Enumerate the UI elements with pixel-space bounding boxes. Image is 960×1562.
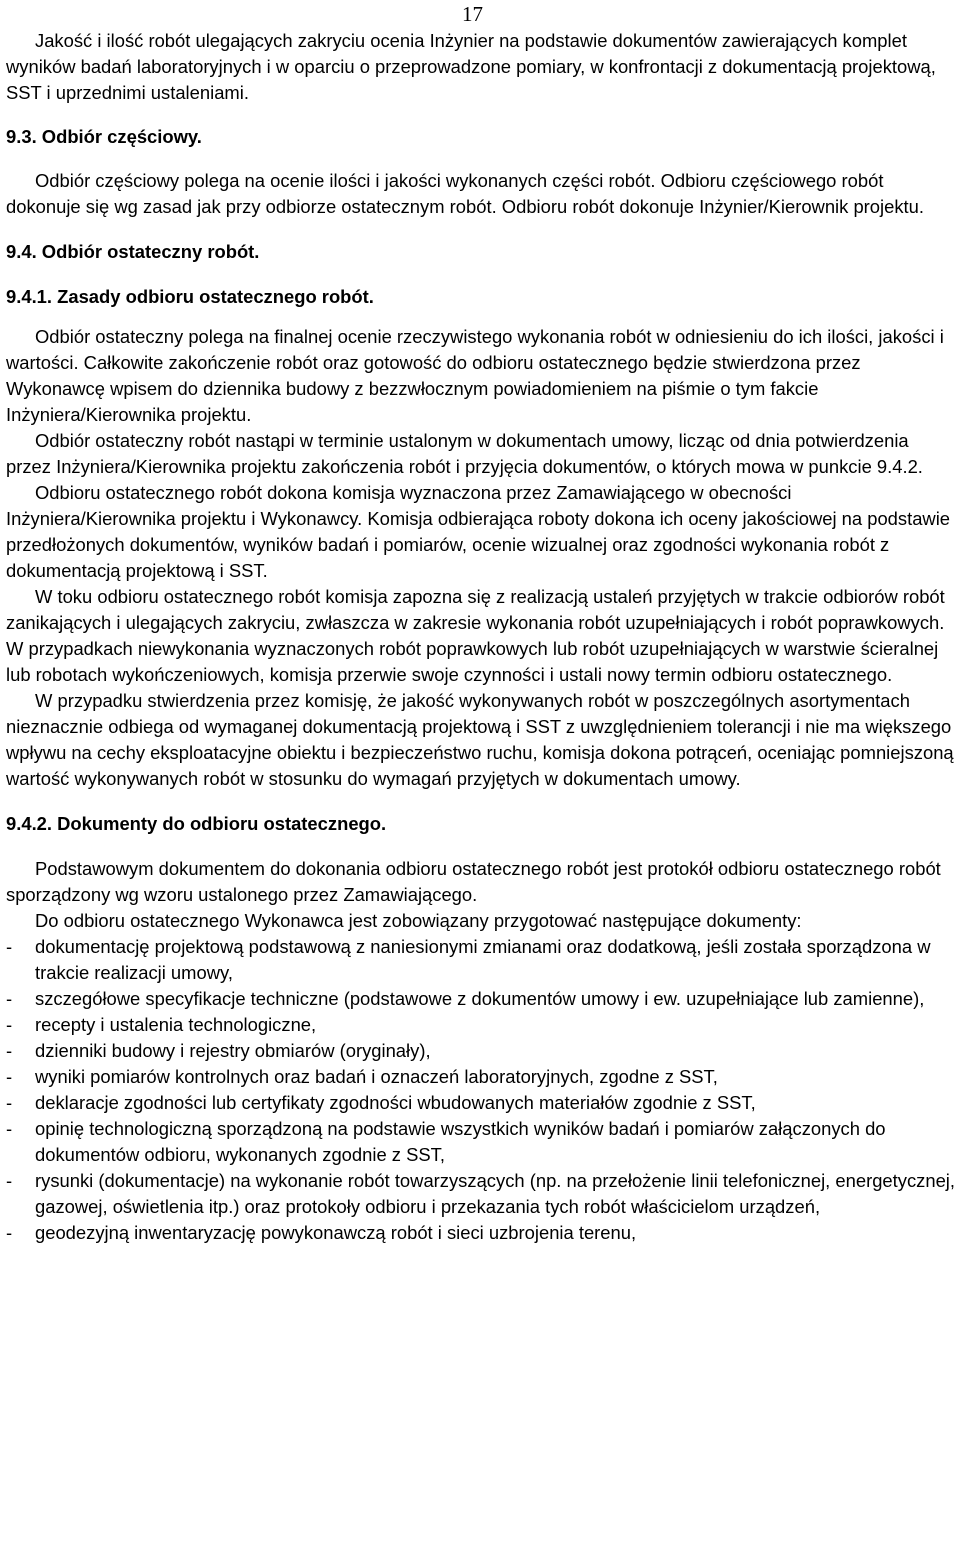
document-body bbox=[6, 28, 956, 1246]
section-9-3-paragraph: Odbiór częściowy polega na ocenie ilości i jakości wykonanych części robót. Odbioru częściowego robót dokonuje się wg zasad jak przy odbiorze ostatecznym robót. Odbioru robót dokonuje Inżynier/Kierownik projektu. bbox=[6, 170, 924, 217]
section-9-3-heading: 9.3. Odbiór częściowy. bbox=[6, 126, 202, 147]
list-item bbox=[6, 1220, 956, 1246]
list-item bbox=[6, 1038, 956, 1064]
list-item-text: opinię technologiczną sporządzoną na podstawie wszystkich wyników badań i pomiarów załączonych do dokumentów odbioru, wykonanych zgodnie z SST, bbox=[35, 1118, 886, 1165]
list-dash: - bbox=[6, 1222, 13, 1243]
section-9-4-1-paragraph-1: Odbiór ostateczny polega na finalnej ocenie rzeczywistego wykonania robót w odniesieniu do ich ilości, jakości i wartości. Całkowite zakończenie robót oraz gotowość do odbioru ostatecznego będzie stwierdzona przez Wykonawcę wpisem do dziennika budowy z bezzwłocznym powiadomieniem na piśmie o tym fakcie Inżyniera/Kierownika projektu. bbox=[6, 326, 944, 425]
list-item-text: geodezyjną inwentaryzację powykonawczą robót i sieci uzbrojenia terenu, bbox=[35, 1222, 637, 1243]
list-dash: - bbox=[6, 936, 13, 957]
intro-paragraph: Jakość i ilość robót ulegających zakryciu ocenia Inżynier na podstawie dokumentów zawierających komplet wyników badań laboratoryjnych i w oparciu o przeprowadzone pomiary, w konfrontacji z dokumentacją projektową, SST i uprzednimi ustaleniami. bbox=[6, 30, 936, 103]
required-documents-list bbox=[6, 934, 956, 1246]
section-9-4-2-paragraph-2: Do odbioru ostatecznego Wykonawca jest zobowiązany przygotować następujące dokumenty: bbox=[35, 910, 802, 931]
section-9-4-1-heading: 9.4.1. Zasady odbioru ostatecznego robót. bbox=[6, 286, 374, 307]
list-dash: - bbox=[6, 1014, 13, 1035]
section-9-4-2-heading: 9.4.2. Dokumenty do odbioru ostatecznego. bbox=[6, 813, 387, 834]
list-item-text: rysunki (dokumentacje) na wykonanie robót towarzyszących (np. na przełożenie linii telefonicznej, energetycznej, gazowej, oświetlenia itp.) oraz protokoły odbioru i przekazania tych robót właścicielom urządzeń, bbox=[35, 1170, 955, 1217]
list-dash: - bbox=[6, 1040, 13, 1061]
list-dash: - bbox=[6, 988, 13, 1009]
list-item bbox=[6, 1168, 956, 1220]
list-item bbox=[6, 1116, 956, 1168]
section-9-4-2-paragraph-1: Podstawowym dokumentem do dokonania odbioru ostatecznego robót jest protokół odbioru ostatecznego robót sporządzony wg wzoru ustalonego przez Zamawiającego. bbox=[6, 858, 941, 905]
list-item bbox=[6, 1064, 956, 1090]
section-9-4-1-paragraph-2: Odbiór ostateczny robót nastąpi w terminie ustalonym w dokumentach umowy, licząc od dnia potwierdzenia przez Inżyniera/Kierownika projektu zakończenia robót i przyjęcia dokumentów, o których mowa w punkcie 9.4.2. bbox=[6, 430, 923, 477]
list-dash: - bbox=[6, 1118, 13, 1139]
list-item-text: dzienniki budowy i rejestry obmiarów (oryginały), bbox=[35, 1040, 431, 1061]
list-item bbox=[6, 934, 956, 986]
list-dash: - bbox=[6, 1092, 13, 1113]
list-dash: - bbox=[6, 1170, 13, 1191]
section-9-4-1-paragraph-4: Inżyniera/Kierownika projektu i Wykonawcy. Komisja odbierająca roboty dokona ich oceny jakościowej na podstawie przedłożonych dokumentów, wyników badań i pomiarów, ocenie wizualnej oraz zgodności wykonania robót z dokumentacją projektową i SST. bbox=[6, 508, 951, 581]
section-9-4-1-paragraph-6: W przypadku stwierdzenia przez komisję, że jakość wykonywanych robót w poszczególnych asortymentach nieznacznie odbiega od wymaganej dokumentacją projektową i SST z uwzględnieniem tolerancji i nie ma większego wpływu na cechy eksploatacyjne obiektu i bezpieczeństwo ruchu, komisja dokona potrąceń, oceniając pomniejszoną wartość wykonywanych robót w stosunku do wymagań przyjętych w dokumentach umowy. bbox=[6, 690, 954, 789]
section-9-4-1-paragraph-3: Odbioru ostatecznego robót dokona komisja wyznaczona przez Zamawiającego w obecności bbox=[35, 482, 792, 503]
list-item bbox=[6, 986, 956, 1012]
section-9-4-heading: 9.4. Odbiór ostateczny robót. bbox=[6, 241, 260, 262]
list-item bbox=[6, 1012, 956, 1038]
page-number: 17 bbox=[462, 2, 483, 26]
list-item-text: dokumentację projektową podstawową z naniesionymi zmianami oraz dodatkową, jeśli została sporządzona w trakcie realizacji umowy, bbox=[35, 936, 931, 983]
list-item-text: wyniki pomiarów kontrolnych oraz badań i oznaczeń laboratoryjnych, zgodne z SST, bbox=[35, 1066, 718, 1087]
list-item bbox=[6, 1090, 956, 1116]
list-item-text: deklaracje zgodności lub certyfikaty zgodności wbudowanych materiałów zgodnie z SST, bbox=[35, 1092, 756, 1113]
section-9-4-1-paragraph-5: W toku odbioru ostatecznego robót komisja zapozna się z realizacją ustaleń przyjętych w trakcie odbiorów robót zanikających i ulegających zakryciu, zwłaszcza w zakresie wykonania robót uzupełniających i robót poprawkowych. W przypadkach niewykonania wyznaczonych robót poprawkowych lub robót uzupełniających w warstwie ścieralnej lub robotach wykończeniowych, komisja przerwie swoje czynności i ustali nowy termin odbioru ostatecznego. bbox=[6, 586, 945, 685]
list-item-text: recepty i ustalenia technologiczne, bbox=[35, 1014, 317, 1035]
list-item-text: szczegółowe specyfikacje techniczne (podstawowe z dokumentów umowy i ew. uzupełniające lub zamienne), bbox=[35, 988, 925, 1009]
list-dash: - bbox=[6, 1066, 13, 1087]
